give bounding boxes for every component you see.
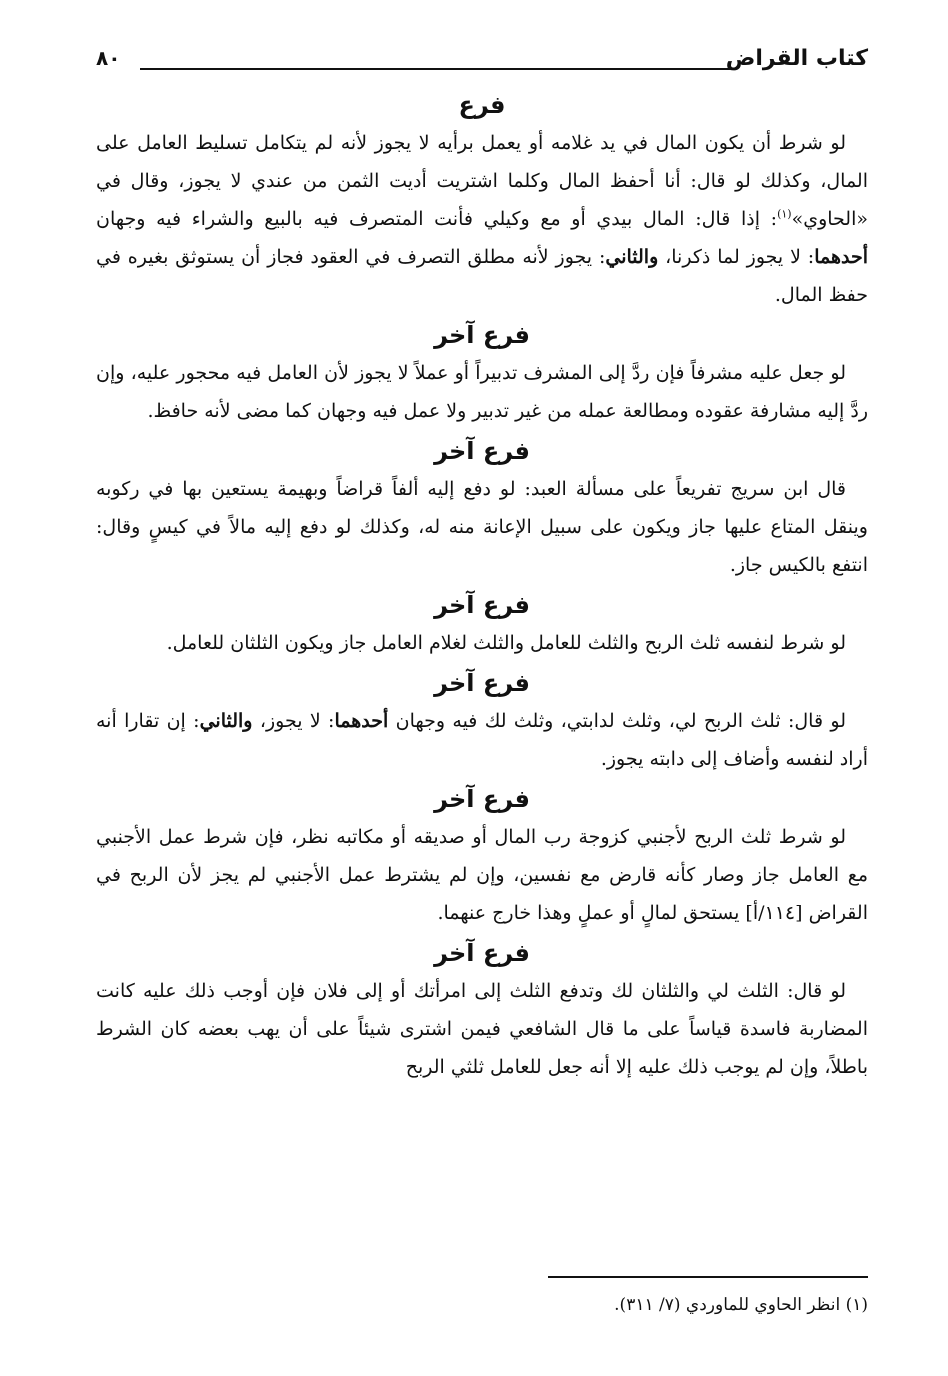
section-text: لو قال: الثلث لي والثلثان لك وتدفع الثلث إلى امرأتك أو إلى فلان فإن أوجب ذلك عليه كانت المضاربة فاسدة قياساً على ما قال الشافعي فيمن اشترى شيئاً على أن يهب بعضه كان الشرط باطلاً، وإن لم يوجب ذلك عليه إلا أنه جعل للعامل ثلثي الربح — [96, 980, 868, 1078]
section-text: لو شرط لنفسه ثلث الربح والثلث للعامل والثلث لغلام العامل جاز ويكون الثلثان للعامل. — [166, 632, 846, 654]
section-3 — [96, 432, 868, 584]
text-run: لو شرط أن يكون المال في يد غلامه أو يعمل برأيه لا يجوز لأنه لم يتكامل تسليط العامل على المال، وكذلك لو قال: أنا أحفظ المال وكلما اشتريت أديت الثمن من عندي لا يجوز، وقال في «الحاوي» — [96, 132, 868, 230]
section-heading: فرع آخر — [434, 591, 530, 619]
section-heading: فرع آخر — [434, 939, 530, 967]
header-rule — [140, 68, 730, 70]
section-text — [96, 702, 868, 778]
footnote-reference[interactable]: (١) — [777, 207, 792, 221]
bold-term: أحدهما — [814, 246, 868, 268]
footnote-rule — [548, 1276, 868, 1278]
text-run: : إذا قال: المال بيدي أو مع وكيلي فأنت المتصرف فيه بالبيع والشراء فيه وجهان — [96, 208, 778, 230]
page-header — [96, 40, 868, 84]
section-text — [96, 124, 868, 314]
document-page — [96, 40, 868, 1340]
section-6 — [96, 780, 868, 932]
bold-term: والثاني — [199, 710, 253, 732]
text-run: : إن تقارا أنه أراد لنفسه وأضاف إلى دابته يجوز. — [96, 710, 868, 770]
section-heading: فرع — [458, 91, 506, 119]
section-text: لو جعل عليه مشرفاً فإن ردَّ إلى المشرف تدبيراً أو عملاً لا يجوز لأن العامل فيه محجور عليه، وإن ردَّ إليه مشارفة عقوده ومطالعة عمله من غير تدبير ولا عمل فيه وجهان كما مضى لأنه حافظ. — [96, 362, 868, 422]
section-heading: فرع آخر — [434, 321, 530, 349]
section-heading: فرع آخر — [434, 437, 530, 465]
section-text: لو شرط ثلث الربح لأجنبي كزوجة رب المال أو صديقه أو مكاتبه نظر، فإن شرط عمل الأجنبي مع العامل جاز وصار كأنه قارض مع نفسين، وإن لم يشترط عمل الأجنبي لم يجز لأن الربح في القراض [١١٤/أ] يستحق لمالٍ أو عملٍ وهذا خارج عنهما. — [96, 826, 868, 924]
text-run: : لا يجوز، — [252, 710, 335, 732]
bold-term: والثاني — [605, 246, 659, 268]
section-heading: فرع آخر — [434, 669, 530, 697]
section-2 — [96, 316, 868, 430]
section-7 — [96, 934, 868, 1086]
page-number: ٨٠ — [96, 46, 121, 70]
text-run: : يجوز لأنه مطلق التصرف في العقود فجاز أن يستوثق بغيره في حفظ المال. — [96, 246, 868, 306]
header-title: كتاب القراض — [725, 46, 868, 71]
footnote: (١) انظر الحاوي للماوردي (٧/ ٣١١). — [614, 1295, 868, 1315]
bold-term: أحدهما — [334, 710, 389, 732]
text-run: لو قال: ثلث الربح لي، وثلث لدابتي، وثلث لك فيه وجهان — [388, 710, 846, 732]
section-4 — [96, 586, 868, 662]
section-1 — [96, 86, 868, 314]
text-run: : لا يجوز لما ذكرنا، — [658, 246, 815, 268]
section-heading: فرع آخر — [434, 785, 530, 813]
section-text: قال ابن سريج تفريعاً على مسألة العبد: لو دفع إليه ألفاً قراضاً وبهيمة يستعين بها في ركوبه وينقل المتاع عليها جاز ويكون على سبيل الإعانة منه له، وكذلك لو دفع إليه مالاً في كيسٍ وقال: انتفع بالكيس جاز. — [96, 478, 868, 576]
section-5 — [96, 664, 868, 778]
